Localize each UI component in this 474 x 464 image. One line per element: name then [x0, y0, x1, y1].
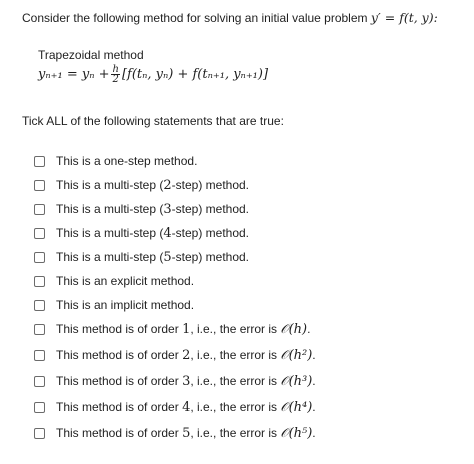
option-text: This is a one-step method.	[56, 154, 198, 168]
option-text: .	[312, 374, 316, 388]
option-label[interactable]	[56, 426, 316, 441]
option-row[interactable]	[34, 202, 249, 217]
option-label[interactable]	[56, 202, 249, 217]
option-text: This is a multi-step (	[56, 226, 164, 240]
option-label[interactable]	[56, 374, 316, 389]
formula-lhs: yₙ₊₁ = yₙ +	[38, 67, 110, 82]
option-text: -step) method.	[171, 250, 250, 264]
option-error-term: 𝒪(h³)	[280, 374, 313, 389]
option-text: , i.e., the error is	[190, 426, 281, 440]
ivp-equation: y′ = f(t, y):	[370, 10, 438, 25]
option-error-term: 𝒪(h⁴)	[280, 400, 313, 415]
option-math: 4	[163, 226, 172, 241]
option-text: -step) method.	[171, 226, 250, 240]
option-checkbox[interactable]	[34, 428, 45, 439]
option-math: 4	[182, 400, 191, 415]
option-text: This is a multi-step (	[56, 202, 164, 216]
option-label[interactable]	[56, 178, 249, 193]
option-text: .	[312, 400, 316, 414]
option-row[interactable]	[34, 226, 249, 241]
option-label[interactable]	[56, 400, 316, 415]
option-row[interactable]	[34, 374, 316, 389]
option-label[interactable]	[56, 298, 194, 312]
option-text: This method is of order	[56, 426, 183, 440]
option-text: -step) method.	[171, 202, 250, 216]
option-text: This is an explicit method.	[56, 274, 195, 288]
option-text: , i.e., the error is	[190, 400, 281, 414]
option-checkbox[interactable]	[34, 276, 45, 287]
option-text: , i.e., the error is	[190, 374, 281, 388]
question-intro	[22, 10, 438, 25]
option-math: 2	[182, 348, 191, 363]
option-math: 3	[182, 374, 191, 389]
method-name: Trapezoidal method	[38, 48, 144, 62]
option-row[interactable]	[34, 298, 194, 312]
fraction-denominator: 2	[112, 74, 119, 85]
option-text: This is an implicit method.	[56, 298, 195, 312]
option-checkbox[interactable]	[34, 204, 45, 215]
option-math: 1	[182, 322, 191, 337]
instruction-text: Tick ALL of the following statements that are true:	[22, 114, 284, 128]
option-row[interactable]	[34, 154, 197, 168]
option-checkbox[interactable]	[34, 350, 45, 361]
option-checkbox[interactable]	[34, 300, 45, 311]
option-label[interactable]	[56, 348, 316, 363]
option-checkbox[interactable]	[34, 252, 45, 263]
option-text: -step) method.	[171, 178, 250, 192]
option-text: .	[312, 426, 316, 440]
option-row[interactable]	[34, 400, 316, 415]
option-text: , i.e., the error is	[190, 322, 281, 336]
fraction-numerator: h	[112, 64, 119, 75]
option-row[interactable]	[34, 178, 249, 193]
option-row[interactable]	[34, 250, 249, 265]
option-row[interactable]	[34, 322, 310, 337]
option-text: This method is of order	[56, 400, 183, 414]
option-label[interactable]	[56, 154, 197, 168]
option-text: This method is of order	[56, 374, 183, 388]
option-math: 5	[182, 426, 191, 441]
method-block	[38, 48, 268, 84]
option-text: This method is of order	[56, 348, 183, 362]
option-error-term: 𝒪(h)	[280, 322, 308, 337]
option-label[interactable]	[56, 250, 249, 265]
option-text: This is a multi-step (	[56, 250, 164, 264]
option-checkbox[interactable]	[34, 180, 45, 191]
option-label[interactable]	[56, 274, 194, 288]
option-text: This method is of order	[56, 322, 183, 336]
option-checkbox[interactable]	[34, 376, 45, 387]
option-math: 3	[163, 202, 172, 217]
option-text: .	[307, 322, 311, 336]
formula-rhs: [f(tₙ, yₙ) + f(tₙ₊₁, yₙ₊₁)]	[121, 67, 269, 82]
option-text: .	[312, 348, 316, 362]
option-text: , i.e., the error is	[190, 348, 281, 362]
option-checkbox[interactable]	[34, 156, 45, 167]
option-label[interactable]	[56, 322, 310, 337]
option-checkbox[interactable]	[34, 324, 45, 335]
intro-text: Consider the following method for solving an initial value problem	[22, 11, 368, 25]
formula-fraction	[111, 65, 119, 84]
option-checkbox[interactable]	[34, 402, 45, 413]
option-error-term: 𝒪(h²)	[280, 348, 313, 363]
method-formula	[38, 65, 268, 84]
option-label[interactable]	[56, 226, 249, 241]
option-row[interactable]	[34, 348, 316, 363]
option-text: This is a multi-step (	[56, 178, 164, 192]
option-error-term: 𝒪(h⁵)	[280, 426, 313, 441]
option-row[interactable]	[34, 274, 194, 288]
option-math: 2	[163, 178, 172, 193]
option-checkbox[interactable]	[34, 228, 45, 239]
option-row[interactable]	[34, 426, 316, 441]
option-math: 5	[163, 250, 172, 265]
